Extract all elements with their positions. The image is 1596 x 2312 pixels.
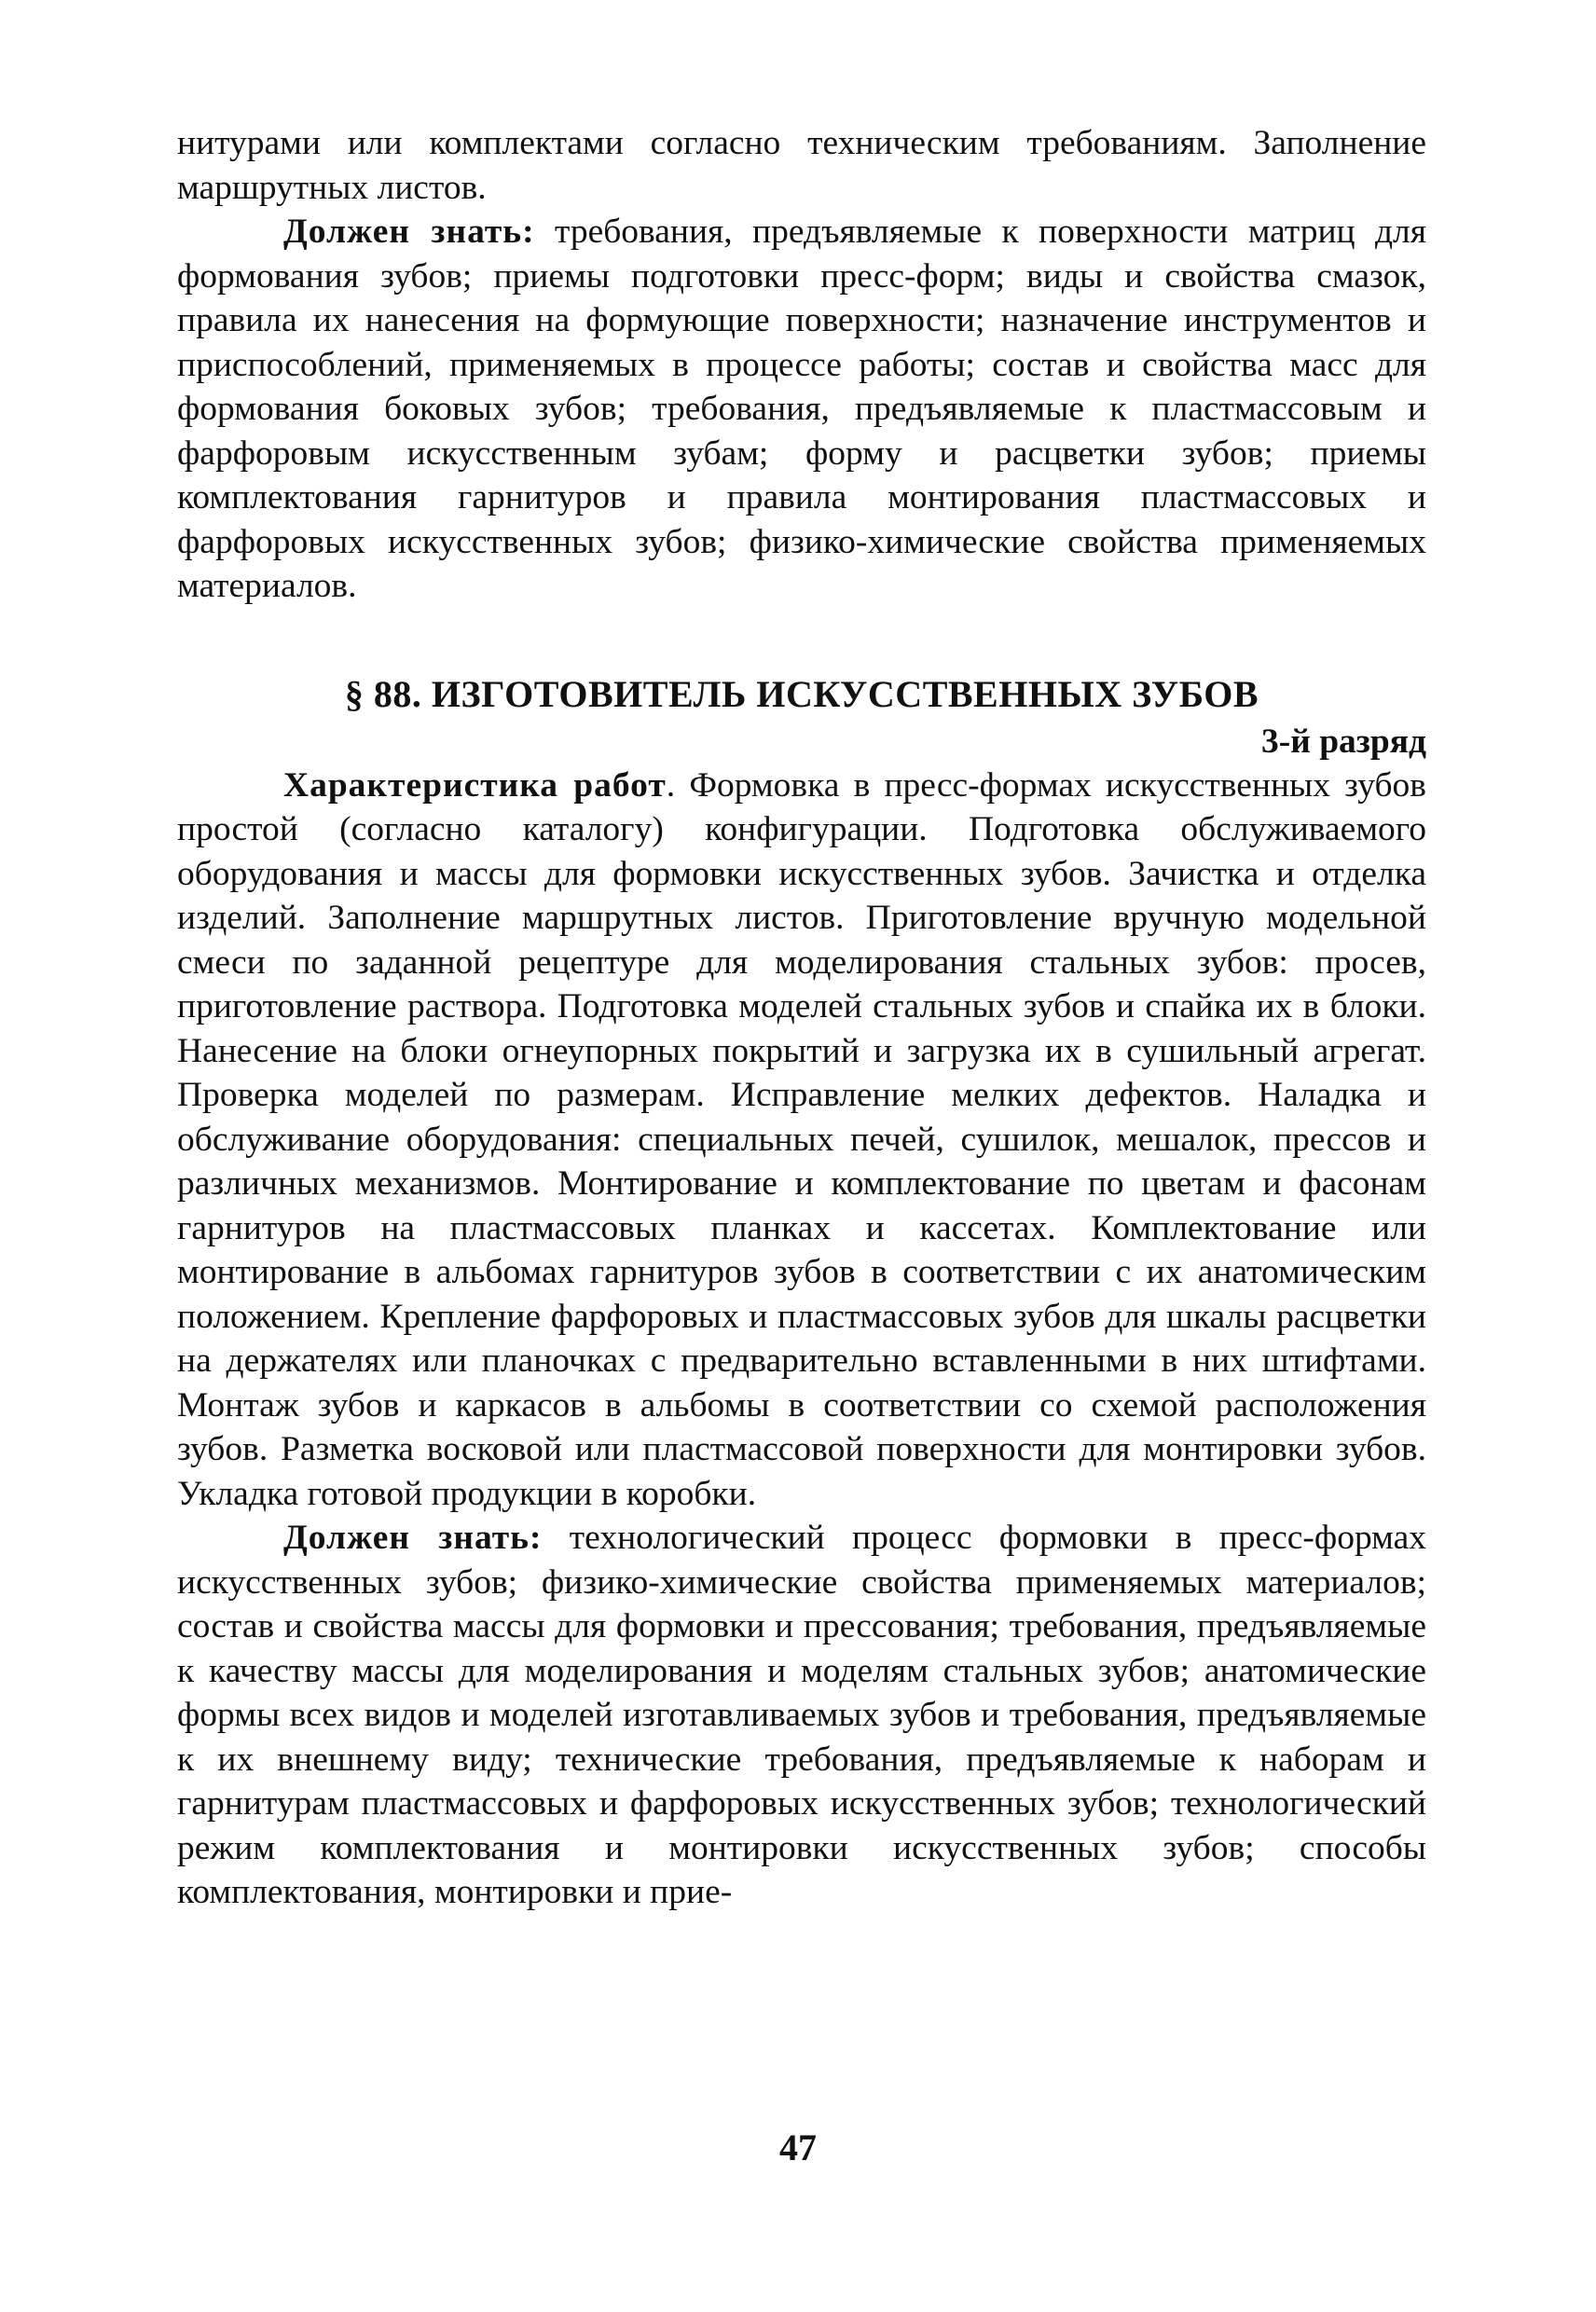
must-know-paragraph-2 <box>177 1516 1426 1915</box>
work-characteristics-lead: Характеристика работ <box>283 765 667 805</box>
must-know-lead-2: Должен знать: <box>283 1519 543 1557</box>
must-know-text-2: технологический процесс формовки в пресс-формах искусственных зубов; физико-химические свойства применяемых материалов; состав и свойства массы для формовки и прессования; требования, предъявляемые к качеству массы для моделирования и моделям стальных зубов; анатомические формы всех видов и моделей изготавливаемых зубов и требования, предъявляемые к их внешнему виду; технические требования, предъявляемые к наборам и гарнитурам пластмассовых и фарфоровых искусственных зубов; технологический режим комплектования и монтировки искусственных зубов; способы комплектования, монтировки и прие- <box>177 1519 1426 1911</box>
work-characteristics-paragraph <box>177 764 1426 1517</box>
intro-paragraph <box>177 121 1426 210</box>
must-know-lead-1: Должен знать: <box>283 213 535 251</box>
page-number: 47 <box>779 2126 817 2168</box>
grade-label: 3-й разряд <box>1260 722 1426 761</box>
work-characteristics-text: . Формовка в пресс-формах искусственных зубов простой (согласно каталогу) конфигурации. Подготовка обслуживаемого оборудования и массы для формовки искусственных зубов. Зачистка и отделка изделий. Заполнение маршрутных листов. Приготовление вручную модельной смеси по заданной рецептуре для моделирования стальных зубов: просев, приготовление раствора. Подготовка моделей стальных зубов и спайка их в блоки. Нанесение на блоки огнеупорных покрытий и загрузка их в сушильный агрегат. Проверка моделей по размерам. Исправление мелких дефектов. Наладка и обслуживание оборудования: специальных печей, сушилок, мешалок, прессов и различных механизмов. Монтирование и комплектование по цветам и фасонам гарнитуров на пластмассовых планках и кассетах. Комплектование или монтирование в альбомах гарнитуров зубов в соответствии с их анатомическим положением. Крепление фарфоровых и пластмассовых зубов для шкалы расцветки на держателях или планочках с предварительно вставленными в них штифтами. Монтаж зубов и каркасов в альбомы в соответствии со схемой расположения зубов. Разметка восковой или пластмассовой поверхности для монтировки зубов. Укладка готовой продукции в коробки. <box>177 765 1426 1513</box>
intro-text: нитурами или комплектами согласно техническим требованиям. Заполнение маршрутных листов. <box>177 124 1426 207</box>
section-title: § 88. ИЗГОТОВИТЕЛЬ ИСКУССТВЕННЫХ ЗУБОВ <box>344 672 1259 715</box>
must-know-text-1: требования, предъявляемые к поверхности матриц для формования зубов; приемы подготовки пресс-форм; виды и свойства смазок, правила их нанесения на формующие поверхности; назначение инструментов и приспособлений, применяемых в процессе работы; состав и свойства масс для формования боковых зубов; требования, предъявляемые к пластмассовым и фарфоровым искусственным зубам; форму и расцветки зубов; приемы комплектования гарнитуров и правила монтирования пластмассовых и фарфоровых искусственных зубов; физико-химические свойства применяемых материалов. <box>177 213 1426 605</box>
document-page <box>177 121 1426 1915</box>
must-know-paragraph-1 <box>177 210 1426 609</box>
